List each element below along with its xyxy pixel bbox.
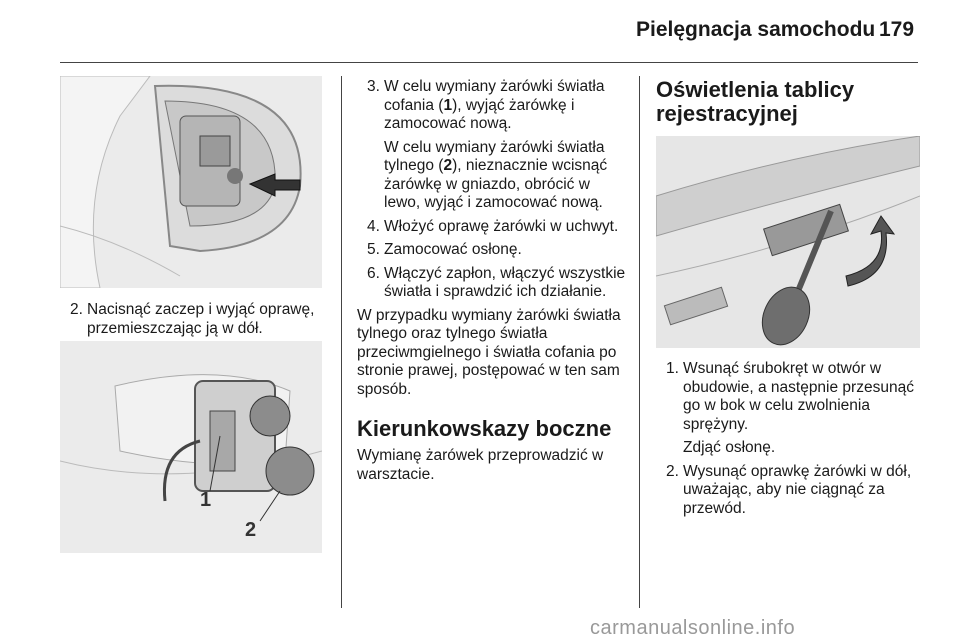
step-text: Włączyć zapłon, włączyć wszystkie światła i sprawdzić ich działanie.	[384, 264, 626, 300]
step-number: 6.	[367, 264, 380, 282]
step-sub-text: Zdjąć osłonę.	[683, 439, 776, 456]
figure-plate-light	[656, 136, 920, 348]
step-number: 1.	[666, 360, 679, 377]
step-text-post: ), wyjąć żarówkę i zamocować nową.	[384, 96, 575, 132]
step-number: 2.	[70, 301, 83, 318]
page-title: Pielęgnacja samochodu	[636, 18, 876, 41]
step-sub-text	[384, 139, 629, 213]
page-number: 179	[879, 18, 915, 41]
sub-post: ), nieznacznie wcisnąć żarówkę w gniazdo, obrócić w lewo, wyjąć i zamocować nową.	[384, 157, 608, 211]
bulb-holder-arrow-illustration-icon	[60, 76, 322, 288]
section-text: Wymianę żarówek przeprowadzić w warsztacie.	[357, 447, 604, 483]
watermark: carmanualsonline.info	[590, 617, 796, 639]
bulb-holder-numbered-illustration-icon	[60, 341, 322, 553]
step-ref-bold: 1	[443, 96, 453, 114]
figure-bulb-holder	[60, 76, 322, 288]
right-column-text	[656, 360, 922, 523]
step-text-pre: W celu wymiany żarówki światła cofania (	[384, 78, 605, 114]
list-item	[60, 301, 330, 338]
column-divider-1	[341, 76, 342, 608]
step-text: Wsunąć śrubokręt w otwór w obudowie, a następnie przesunąć go w bok w celu zwolnienia sprężyny.	[683, 360, 914, 433]
step-number: 2.	[666, 462, 679, 480]
list-item	[357, 265, 629, 302]
step-number: 3.	[367, 78, 380, 95]
figure-label-2: 2	[245, 519, 257, 541]
step-text: Włożyć oprawę żarówki w uchwyt.	[384, 217, 619, 235]
list-item	[357, 241, 629, 260]
right-column	[656, 78, 922, 126]
header-divider	[60, 62, 918, 63]
middle-column-text	[357, 78, 629, 484]
body-paragraph: W przypadku wymiany żarówki światła tylnego oraz tylnego światła przeciwmgielnego i światła cofania po stronie prawej, postępować w ten sam sposób.	[357, 306, 621, 398]
figure-label-1: 1	[200, 489, 212, 511]
list-item	[357, 78, 629, 213]
column-divider-2	[639, 76, 640, 608]
sub-pre: W celu wymiany żarówki światła tylnego (	[384, 138, 605, 174]
step-text: Zamocować osłonę.	[384, 241, 522, 258]
list-item	[656, 360, 922, 458]
step-number: 5.	[367, 241, 380, 258]
section-heading: Oświetlenia tablicy rejestracyjnej	[656, 77, 855, 126]
section-heading: Kierunkowskazy boczne	[357, 416, 612, 441]
page-header	[0, 0, 960, 60]
step-number: 4.	[367, 217, 380, 235]
sub-ref-bold: 2	[443, 157, 453, 174]
screwdriver-plate-light-illustration-icon	[656, 136, 920, 348]
step-text: Wysunąć oprawkę żarówki w dół, uważając, aby nie ciągnąć za przewód.	[683, 462, 912, 517]
left-column-text	[60, 301, 330, 343]
figure-bulb-holder-numbered	[60, 341, 322, 553]
step-text: Nacisnąć zaczep i wyjąć oprawę, przemieszczając ją w dół.	[87, 301, 315, 337]
list-item	[357, 218, 629, 237]
list-item	[656, 463, 922, 519]
